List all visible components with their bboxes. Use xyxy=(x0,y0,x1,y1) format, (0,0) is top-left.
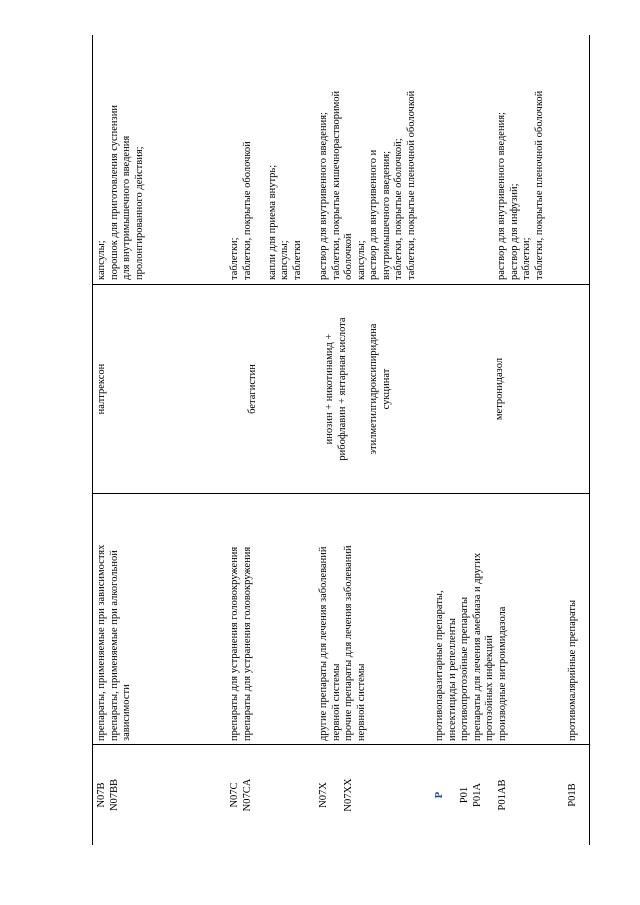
dosage-forms: раствор для внутривенного введения; раствор для инфузий; таблетки; таблетки, покрытые пленочной оболочкой xyxy=(496,90,545,280)
divider-after-inn xyxy=(92,284,589,285)
inn-name: метронидазол xyxy=(494,357,505,421)
group-name: противомалярийные препараты xyxy=(567,599,578,741)
group-name: противопротозойные препараты препараты для лечения амебиаза и других протозойных инфекций производные нитроимидазола xyxy=(459,552,508,741)
inn-name-2: этилметилгидроксипиридина сукцинат xyxy=(368,323,392,455)
table-bottom-border xyxy=(589,35,590,845)
atc-code: P01B xyxy=(567,783,578,807)
dosage-forms: таблетки; таблетки, покрытые оболочкой капли для приема внутрь; капсулы; таблетки xyxy=(229,141,303,280)
inn-name: бетагистин xyxy=(247,364,258,414)
group-name-top: противопаразитарные препараты, инсектициды и репелленты xyxy=(434,590,458,741)
inn-name: налтрексон xyxy=(96,363,107,415)
atc-code: P01 P01A P01AB xyxy=(459,779,508,811)
atc-code: N07B N07BB xyxy=(96,778,120,812)
group-name: другие препараты для лечения заболеваний нервной системы прочие препараты для лечения заболеваний нервной системы xyxy=(318,545,367,741)
group-name: препараты, применяемые при зависимостях препараты, применяемые при алкогольной зависимости xyxy=(96,544,132,741)
group-name: препараты для устранения головокружения препараты для устранения головокружения xyxy=(229,546,253,741)
atc-code-letter: P xyxy=(434,791,445,799)
inn-name: инозин + никотинамид + рибофлавин + янтарная кислота xyxy=(324,317,348,461)
dosage-forms: раствор для внутривенного введения; таблетки, покрытые кишечнорастворимой оболочкой капсулы; раствор для внутривенного и внутримышечного введения; таблетки, покрытые оболочкой; таблетки, покрытые пленочной оболочкой xyxy=(318,90,417,280)
atc-code: N07C N07CA xyxy=(229,778,253,812)
atc-code: N07X N07XX xyxy=(318,778,354,812)
dosage-forms: капсулы; порошок для приготовления суспензии для внутримышечного введения пролонгированного действия; xyxy=(96,105,145,280)
table-top-border xyxy=(92,35,93,845)
drug-table xyxy=(92,35,589,845)
divider-after-name xyxy=(92,493,589,494)
